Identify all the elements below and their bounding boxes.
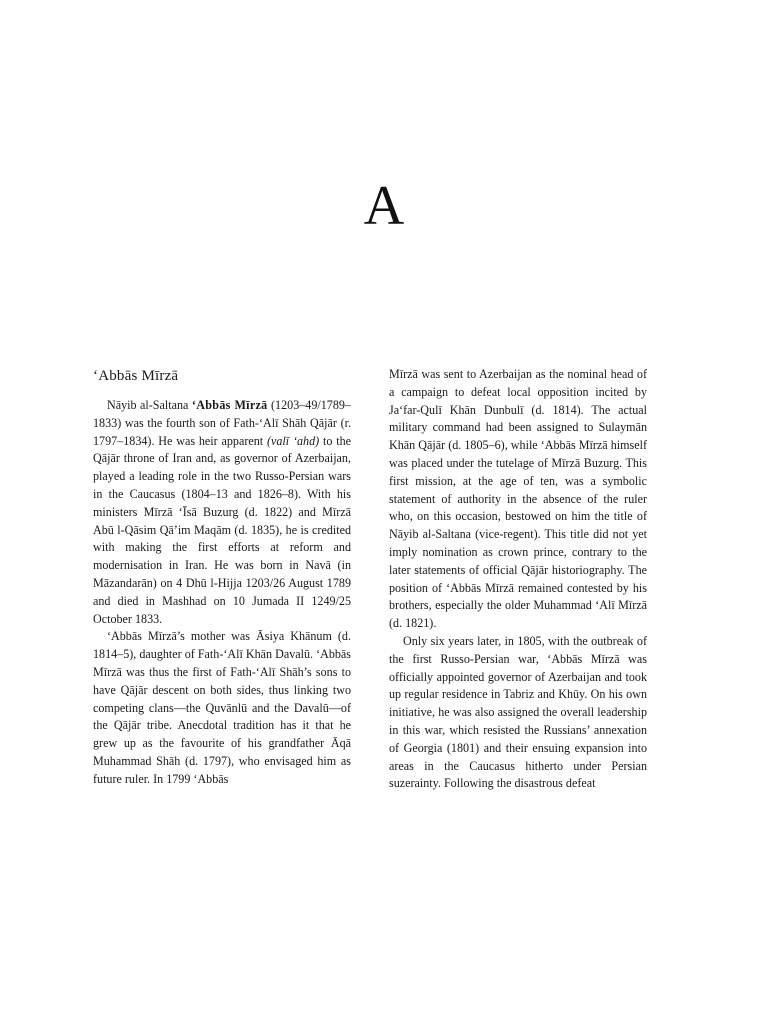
section-letter: A [363, 175, 405, 237]
p1-italic-term: (valī ‘ahd) [266, 433, 320, 448]
p1-mid: (1203–49/1789–1833) was the fourth son of Fath-‘Alī Shāh Qājār (r. 1797–1834). He was heir apparent [93, 398, 351, 448]
left-column [93, 366, 351, 789]
right-column [389, 366, 647, 793]
paragraph-4: Only six years later, in 1805, with the outbreak of the first Russo-Persian war, ‘Abbās Mīrzā was officially appointed governor of Azerbaijan and took up regular residence in Tabriz and Khūy. On his own initiative, he was also assigned the overall leadership in this war, which resisted the Russians’ annexation of Georgia (1801) and their ensuing expansion into areas in the Caucasus hitherto under Persian suzerainty. Following the disastrous defeat [389, 633, 647, 791]
paragraph-3: Mīrzā was sent to Azerbaijan as the nominal head of a campaign to defeat local opposition incited by Ja‘far-Qulī Khān Dunbulī (d. 1814). The actual military command had been assigned to Sulaymān Khān Qājār (d. 1805–6), while ‘Abbās Mīrzā himself was placed under the tutelage of Mīrzā Buzurg. This first mission, at the age of ten, was a symbolic statement of authority in the absence of the ruler who, on this occasion, bestowed on him the title of Nāyib al-Saltana (vice-regent). This title did not yet imply nomination as crown prince, contrary to the later statements of official Qājār historiography. The position of ‘Abbās Mīrzā remained contested by his brothers, especially the older Muhammad ‘Alī Mīrzā (d. 1821). [389, 367, 647, 631]
p1-pre: Nāyib al-Saltana [107, 398, 192, 412]
entry-name-bold: ‘Abbās Mīrzā [191, 398, 268, 412]
paragraph-2: ‘Abbās Mīrzā’s mother was Āsiya Khānum (d. 1814–5), daughter of Fath-‘Alī Khān Davalū. ‘Abbās Mīrzā was thus the first of Fath-‘Alī Shāh’s sons to have Qājār descent on both sides, thus linking two competing clans—the Quvānlū and the Davalū—of the Qājār tribe. Anecdotal tradition has it that he grew up as the favourite of his grandfather Āqā Muhammad Shāh (d. 1797), who envisaged him as future ruler. In 1799 ‘Abbās [93, 629, 351, 786]
entry-title: ‘Abbās Mīrzā [93, 368, 179, 384]
p1-post: to the Qājār throne of Iran and, as governor of Azerbaijan, played a leading role in the two Russo-Persian wars in the Caucasus (1804–13 and 1826–8). With his ministers Mīrzā ‘Īsā Buzurg (d. 1822) and Mīrzā Abū l-Qāsim Qā’im Maqām (d. 1835), he is credited with making the first efforts at reform and modernisation in Iran. He was born in Navā (in Māzandarān) on 4 Dhū l-Hijja 1203/26 August 1789 and died in Mashhad on 10 Jumada II 1249/25 October 1833. [93, 433, 351, 626]
paragraph-1 [93, 397, 351, 628]
